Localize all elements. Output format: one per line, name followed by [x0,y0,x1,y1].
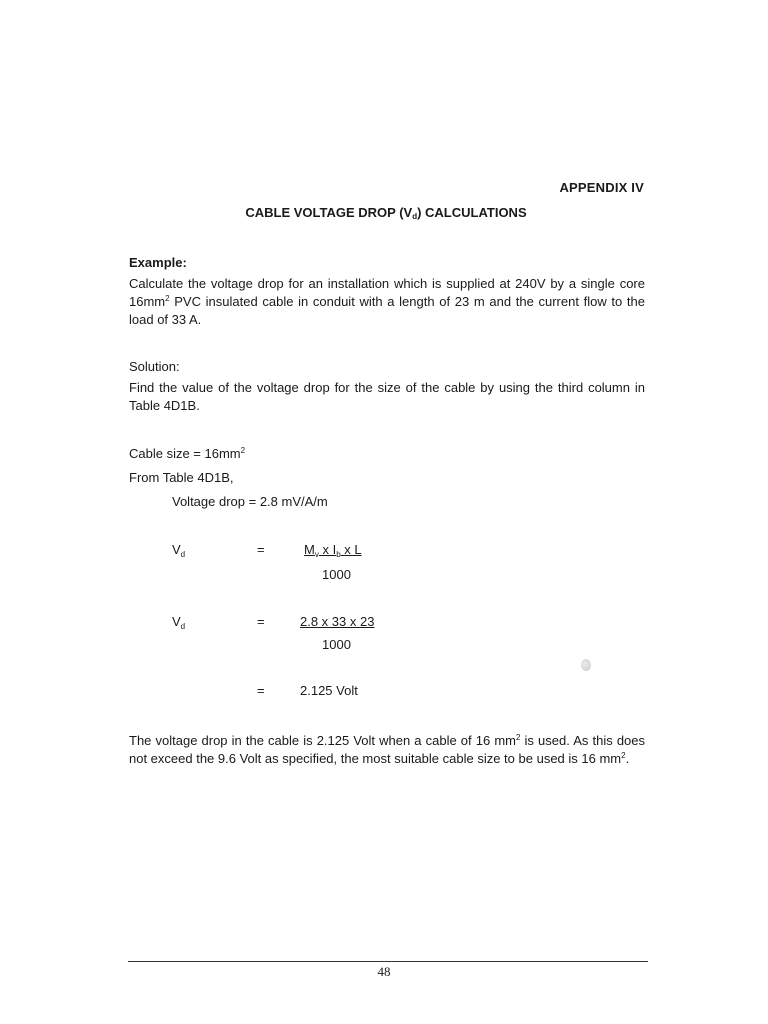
equation3-equals: = [257,683,265,698]
appendix-label: APPENDIX IV [559,180,644,195]
equation1-symbol-sub: d [180,550,186,559]
cable-size-superscript: 2 [240,446,246,455]
voltage-drop-line: Voltage drop = 2.8 mV/A/m [172,494,328,509]
from-table-line: From Table 4D1B, [129,470,234,485]
formula-m-sub: v [314,550,319,559]
solution-paragraph: Find the value of the voltage drop for the size of the cable by using the third column in Table 4D1B. [129,380,645,413]
equation2-lhs [172,614,185,631]
example-heading: Example: [129,255,187,270]
equation1-denominator: 1000 [322,567,351,582]
equation2-symbol-sub: d [180,622,186,631]
equation2-numerator: 2.8 x 33 x 23 [300,614,375,629]
equation2-denominator: 1000 [322,637,351,652]
formula-m: M [304,542,315,557]
conclusion-text-part2: is used. As this does not exceed the 9.6 Volt as specified, the most suitable cable size to be used is 16 mm [129,733,646,766]
equation1-numerator [304,542,362,559]
scan-speck [581,659,591,671]
footer-divider [128,961,648,962]
equation1-equals: = [257,542,265,557]
title-suffix: ) CALCULATIONS [417,205,527,220]
equation1-lhs [172,542,185,559]
formula-mid: x I [318,542,337,557]
equation3-result: 2.125 Volt [300,683,358,698]
conclusion-text-part3: . [625,751,630,766]
cable-size-text: Cable size = 16mm [129,446,241,461]
page-number: 48 [377,964,391,979]
equation2-equals: = [257,614,265,629]
example-text-part2: PVC insulated cable in conduit with a length of 23 m and the current flow to the load of 33 A. [129,294,645,327]
equation1-symbol: V [172,542,181,557]
page-title [0,205,768,221]
example-superscript: 2 [165,294,170,303]
formula-i-sub: b [336,550,341,559]
conclusion-text-part1: The voltage drop in the cable is 2.125 Volt when a cable of 16 mm [129,733,516,748]
solution-label: Solution: [129,359,180,374]
formula-end: x L [340,542,362,557]
title-prefix: CABLE VOLTAGE DROP (V [245,205,413,220]
cable-size-line [129,446,245,461]
title-subscript: d [412,212,418,221]
equation2-symbol: V [172,614,181,629]
conclusion-superscript-1: 2 [515,733,521,742]
example-text-part1: Calculate the voltage drop for an installation which is supplied at 240V by a single core 16mm [129,276,645,309]
conclusion-paragraph [129,732,645,768]
conclusion-superscript-2: 2 [621,751,626,760]
example-paragraph [129,275,645,329]
